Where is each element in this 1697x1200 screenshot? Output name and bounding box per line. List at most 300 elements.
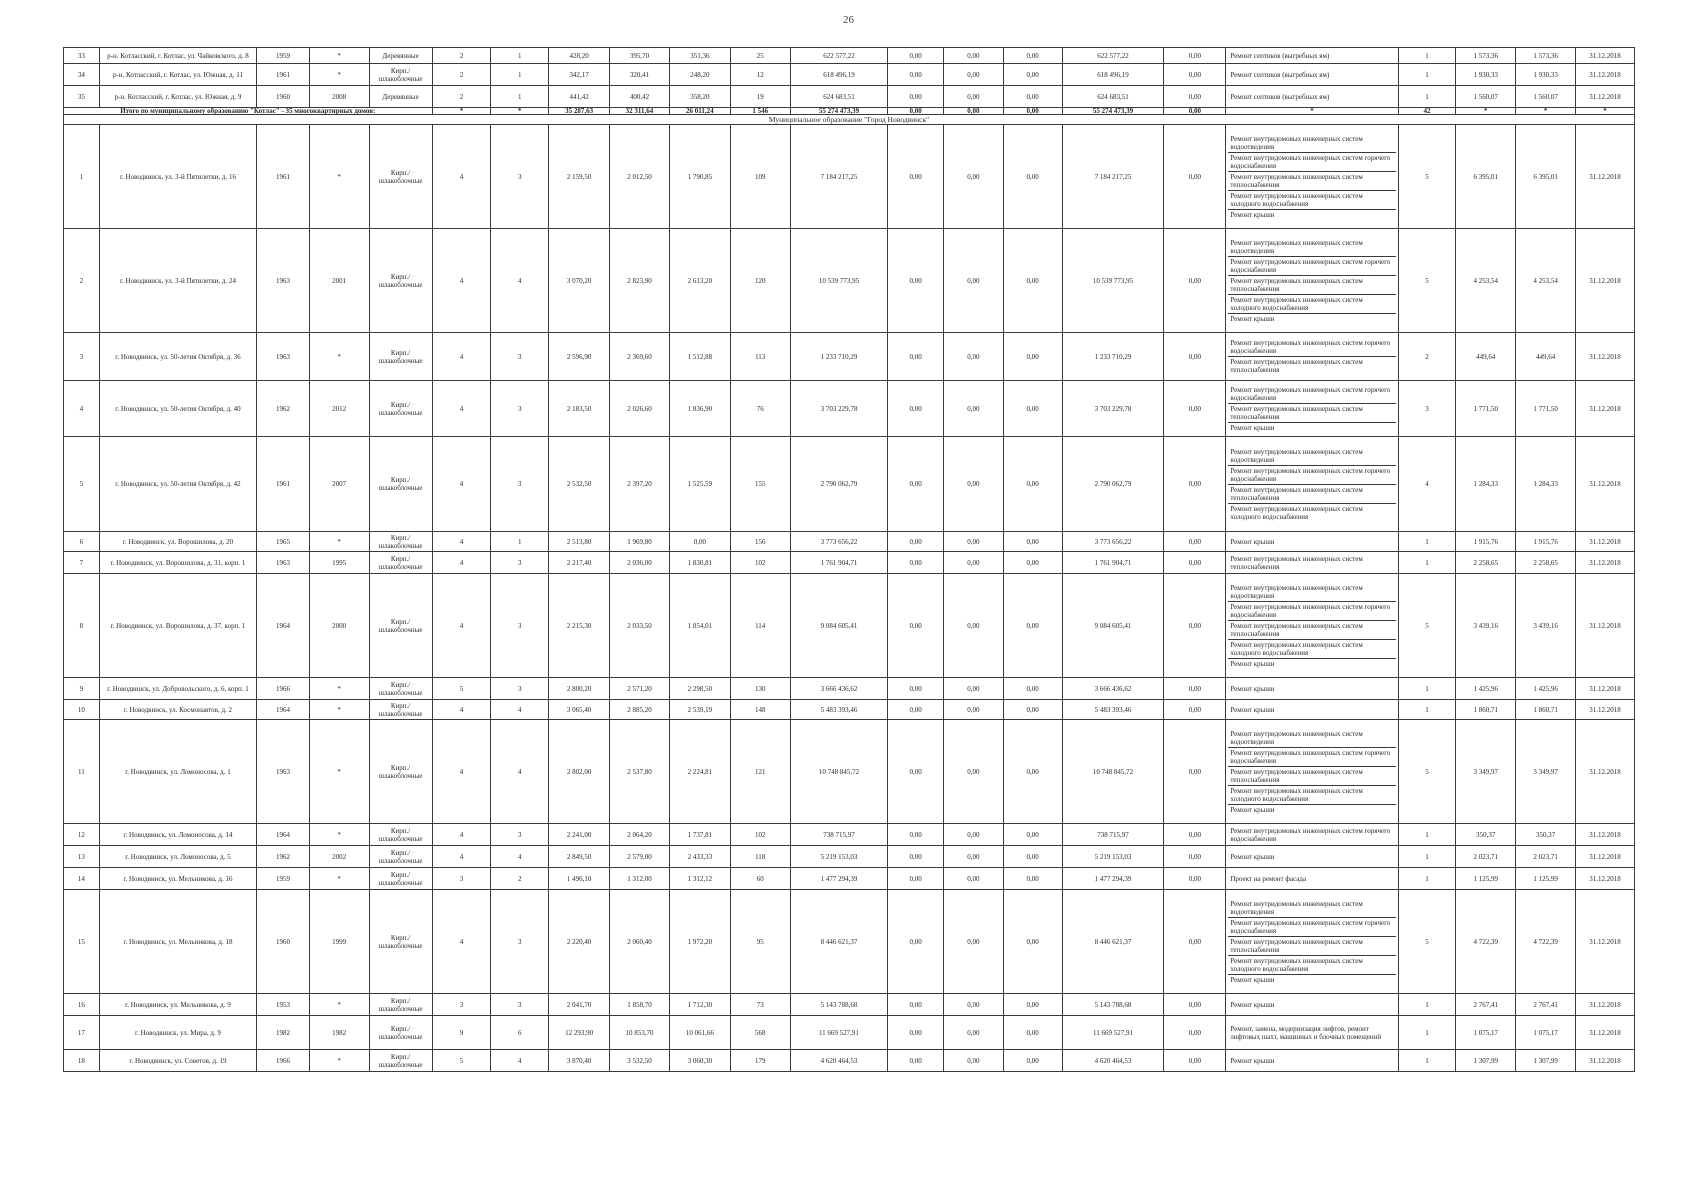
floors-cell: 3 <box>432 868 491 890</box>
owners-funds-cell: 5 143 788,68 <box>1062 994 1164 1016</box>
work-type-item: Ремонт септиков (выгребных ям) <box>1230 70 1330 79</box>
build-year-cell: 1961 <box>257 437 310 532</box>
owned-area-cell: 10 061,66 <box>669 1016 730 1050</box>
max-unit-cost-cell: 1 915,76 <box>1516 532 1576 552</box>
fund-cost-cell: 0,00 <box>888 229 944 333</box>
residents-cell: 113 <box>730 333 790 381</box>
work-types-cell <box>1226 720 1398 824</box>
completion-date-cell: 31.12.2018 <box>1576 1050 1635 1072</box>
living-area-cell: 10 853,70 <box>610 1016 670 1050</box>
max-unit-cost-cell: 1 930,33 <box>1516 64 1576 86</box>
floors-cell: 4 <box>432 824 491 846</box>
work-types-cell <box>1226 229 1398 333</box>
other-sources-cell: 0,00 <box>1164 994 1226 1016</box>
build-year-cell: 1962 <box>257 381 310 437</box>
build-year-cell: 1960 <box>257 890 310 994</box>
municipal-budget-cell: 0,00 <box>1003 700 1062 720</box>
wall-material-cell: Кирп./шлакоблочные <box>369 1016 432 1050</box>
regional-budget-cell: 0,00 <box>943 64 1003 86</box>
work-count-cell: 1 <box>1398 64 1456 86</box>
row-number-cell: 16 <box>64 994 100 1016</box>
row-number-cell: 34 <box>64 64 100 86</box>
total-s3-cell: 26 011,24 <box>669 108 730 115</box>
address-cell: г. Новодвинск, ул. Добровольского, д. 6, корп. 1 <box>99 678 257 700</box>
owners-funds-cell: 618 496,19 <box>1062 64 1164 86</box>
unit-cost-cell: 449,64 <box>1456 333 1516 381</box>
work-type-item: Ремонт внутридомовых инженерных систем холодного водоснабжения <box>1228 295 1395 314</box>
housing-repair-table <box>63 47 1635 1072</box>
table-row <box>64 381 1635 437</box>
owners-funds-cell: 1 761 904,71 <box>1062 552 1164 574</box>
residents-cell: 25 <box>730 48 790 64</box>
work-count-cell: 1 <box>1398 1016 1456 1050</box>
owners-funds-cell: 622 577,22 <box>1062 48 1164 64</box>
table-row <box>64 1050 1635 1072</box>
owned-area-cell: 1 512,88 <box>669 333 730 381</box>
regional-budget-cell: 0,00 <box>943 1050 1003 1072</box>
work-type-item: Ремонт внутридомовых инженерных систем холодного водоснабжения <box>1230 504 1363 521</box>
completion-date-cell: 31.12.2018 <box>1576 437 1635 532</box>
row-number-cell: 18 <box>64 1050 100 1072</box>
unit-cost-cell: 1 930,33 <box>1456 64 1516 86</box>
work-type-item: Ремонт крыши <box>1230 1000 1275 1009</box>
floors-cell: 4 <box>432 700 491 720</box>
row-number-cell: 13 <box>64 846 100 868</box>
row-number-cell: 33 <box>64 48 100 64</box>
completion-date-cell: 31.12.2018 <box>1576 64 1635 86</box>
unit-cost-cell: 2 258,65 <box>1456 552 1516 574</box>
floors-cell: 2 <box>432 86 491 108</box>
total-area-cell: 2 849,50 <box>549 846 610 868</box>
residents-cell: 73 <box>730 994 790 1016</box>
work-type-item: Ремонт внутридомовых инженерных систем теплоснабжения <box>1228 172 1395 191</box>
work-type-item: Ремонт внутридомовых инженерных систем горячего водоснабжения <box>1228 385 1395 404</box>
reconstruction-year-cell: 2007 <box>309 437 369 532</box>
regional-budget-cell: 0,00 <box>943 868 1003 890</box>
build-year-cell: 1964 <box>257 574 310 678</box>
total-area-cell: 3 065,40 <box>549 700 610 720</box>
build-year-cell: 1961 <box>257 64 310 86</box>
completion-date-cell: 31.12.2018 <box>1576 86 1635 108</box>
table-row <box>64 437 1635 532</box>
regional-budget-cell: 0,00 <box>943 678 1003 700</box>
work-count-cell: 5 <box>1398 125 1456 229</box>
floors-cell: 5 <box>432 678 491 700</box>
owners-funds-cell: 5 219 153,03 <box>1062 846 1164 868</box>
municipal-budget-cell: 0,00 <box>1003 48 1062 64</box>
repair-cost-cell: 10 539 773,95 <box>790 229 888 333</box>
completion-date-cell: 31.12.2018 <box>1576 552 1635 574</box>
completion-date-cell: 31.12.2018 <box>1576 994 1635 1016</box>
build-year-cell: 1961 <box>257 125 310 229</box>
build-year-cell: 1982 <box>257 1016 310 1050</box>
reconstruction-year-cell: * <box>309 678 369 700</box>
total-area-cell: 2 183,50 <box>549 381 610 437</box>
work-type-item: Ремонт внутридомовых инженерных систем теплоснабжения <box>1228 621 1395 640</box>
total-area-cell: 3 070,20 <box>549 229 610 333</box>
total-oth-cell: 0,00 <box>1164 108 1226 115</box>
entrances-cell: 3 <box>491 574 549 678</box>
work-type-item: Ремонт крыши <box>1230 805 1275 814</box>
other-sources-cell: 0,00 <box>1164 64 1226 86</box>
completion-date-cell: 31.12.2018 <box>1576 824 1635 846</box>
table-row <box>64 574 1635 678</box>
address-cell: г. Новодвинск, ул. Советов, д. 19 <box>99 1050 257 1072</box>
owners-funds-cell: 3 666 436,62 <box>1062 678 1164 700</box>
fund-cost-cell: 0,00 <box>888 1016 944 1050</box>
work-count-cell: 1 <box>1398 846 1456 868</box>
municipal-budget-cell: 0,00 <box>1003 125 1062 229</box>
regional-budget-cell: 0,00 <box>943 994 1003 1016</box>
total-area-cell: 2 220,40 <box>549 890 610 994</box>
owners-funds-cell: 3 773 656,22 <box>1062 532 1164 552</box>
repair-cost-cell: 2 790 062,79 <box>790 437 888 532</box>
work-types-cell <box>1226 64 1398 86</box>
floors-cell: 5 <box>432 1050 491 1072</box>
work-type-item: Ремонт крыши <box>1230 1056 1275 1065</box>
work-type-item: Ремонт септиков (выгребных ям) <box>1230 51 1330 60</box>
residents-cell: 120 <box>730 229 790 333</box>
unit-cost-cell: 2 767,41 <box>1456 994 1516 1016</box>
build-year-cell: 1963 <box>257 720 310 824</box>
address-cell: г. Новодвинск, ул. 3-й Пятилетки, д. 24 <box>99 229 257 333</box>
work-count-cell: 1 <box>1398 532 1456 552</box>
floors-cell: 2 <box>432 64 491 86</box>
unit-cost-cell: 1 125,99 <box>1456 868 1516 890</box>
work-types-cell <box>1226 846 1398 868</box>
entrances-cell: 6 <box>491 1016 549 1050</box>
completion-date-cell: 31.12.2018 <box>1576 125 1635 229</box>
wall-material-cell: Кирп./шлакоблочные <box>369 381 432 437</box>
work-count-cell: 1 <box>1398 994 1456 1016</box>
other-sources-cell: 0,00 <box>1164 868 1226 890</box>
municipality-total-row <box>64 108 1635 115</box>
entrances-cell: 1 <box>491 64 549 86</box>
regional-budget-cell: 0,00 <box>943 48 1003 64</box>
owners-funds-cell: 10 748 845,72 <box>1062 720 1164 824</box>
build-year-cell: 1963 <box>257 333 310 381</box>
floors-cell: 9 <box>432 1016 491 1050</box>
residents-cell: 102 <box>730 552 790 574</box>
owned-area-cell: 1 737,81 <box>669 824 730 846</box>
living-area-cell: 2 033,50 <box>610 574 670 678</box>
repair-cost-cell: 5 219 153,03 <box>790 846 888 868</box>
repair-cost-cell: 622 577,22 <box>790 48 888 64</box>
other-sources-cell: 0,00 <box>1164 574 1226 678</box>
municipal-budget-cell: 0,00 <box>1003 381 1062 437</box>
living-area-cell: 320,41 <box>610 64 670 86</box>
owned-area-cell: 1 836,90 <box>669 381 730 437</box>
wall-material-cell: Кирп./шлакоблочные <box>369 532 432 552</box>
regional-budget-cell: 0,00 <box>943 86 1003 108</box>
municipal-budget-cell: 0,00 <box>1003 86 1062 108</box>
max-unit-cost-cell: 3 439,16 <box>1516 574 1576 678</box>
build-year-cell: 1953 <box>257 994 310 1016</box>
table-row <box>64 846 1635 868</box>
table-row <box>64 824 1635 846</box>
row-number-cell: 3 <box>64 333 100 381</box>
total-area-cell: 342,17 <box>549 64 610 86</box>
total-area-cell: 441,42 <box>549 86 610 108</box>
owned-area-cell: 1 312,12 <box>669 868 730 890</box>
completion-date-cell: 31.12.2018 <box>1576 700 1635 720</box>
work-types-cell <box>1226 824 1398 846</box>
other-sources-cell: 0,00 <box>1164 846 1226 868</box>
address-cell: г. Новодвинск, ул. Космонавтов, д. 2 <box>99 700 257 720</box>
entrances-cell: 4 <box>491 846 549 868</box>
wall-material-cell: Кирп./шлакоблочные <box>369 678 432 700</box>
wall-material-cell: Кирп./шлакоблочные <box>369 437 432 532</box>
wall-material-cell: Деревянные <box>369 86 432 108</box>
unit-cost-cell: 3 439,16 <box>1456 574 1516 678</box>
residents-cell: 156 <box>730 532 790 552</box>
row-number-cell: 6 <box>64 532 100 552</box>
living-area-cell: 2 397,20 <box>610 437 670 532</box>
work-type-item: Ремонт крыши <box>1230 659 1275 668</box>
total-area-cell: 2 159,50 <box>549 125 610 229</box>
other-sources-cell: 0,00 <box>1164 229 1226 333</box>
table-row <box>64 48 1635 64</box>
work-type-item: Ремонт внутридомовых инженерных систем холодного водоснабжения <box>1228 640 1395 659</box>
max-unit-cost-cell: 2 258,65 <box>1516 552 1576 574</box>
total-area-cell: 1 496,10 <box>549 868 610 890</box>
section-header-row <box>64 115 1635 125</box>
repair-cost-cell: 3 666 436,62 <box>790 678 888 700</box>
living-area-cell: 400,42 <box>610 86 670 108</box>
build-year-cell: 1959 <box>257 868 310 890</box>
build-year-cell: 1963 <box>257 229 310 333</box>
total-works-cell: * <box>1226 108 1398 115</box>
owned-area-cell: 351,36 <box>669 48 730 64</box>
entrances-cell: 3 <box>491 333 549 381</box>
work-count-cell: 5 <box>1398 574 1456 678</box>
entrances-cell: 4 <box>491 720 549 824</box>
work-type-item: Ремонт внутридомовых инженерных систем горячего водоснабжения <box>1228 257 1395 276</box>
build-year-cell: 1966 <box>257 678 310 700</box>
residents-cell: 60 <box>730 868 790 890</box>
repair-cost-cell: 9 084 605,41 <box>790 574 888 678</box>
max-unit-cost-cell: 1 284,33 <box>1516 437 1576 532</box>
work-type-item: Ремонт крыши <box>1230 975 1275 984</box>
row-number-cell: 8 <box>64 574 100 678</box>
work-count-cell: 1 <box>1398 552 1456 574</box>
reconstruction-year-cell: * <box>309 824 369 846</box>
floors-cell: 4 <box>432 574 491 678</box>
work-count-cell: 1 <box>1398 48 1456 64</box>
completion-date-cell: 31.12.2018 <box>1576 574 1635 678</box>
municipal-budget-cell: 0,00 <box>1003 229 1062 333</box>
reconstruction-year-cell: 2001 <box>309 229 369 333</box>
row-number-cell: 5 <box>64 437 100 532</box>
residents-cell: 568 <box>730 1016 790 1050</box>
table-row <box>64 1016 1635 1050</box>
address-cell: г. Новодвинск, ул. 3-й Пятилетки, д. 16 <box>99 125 257 229</box>
work-types-cell <box>1226 678 1398 700</box>
other-sources-cell: 0,00 <box>1164 552 1226 574</box>
unit-cost-cell: 2 023,71 <box>1456 846 1516 868</box>
total-u1-cell: * <box>1456 108 1516 115</box>
work-type-item: Ремонт внутридомовых инженерных систем теплоснабжения <box>1230 358 1363 374</box>
entrances-cell: 4 <box>491 1050 549 1072</box>
repair-cost-cell: 738 715,97 <box>790 824 888 846</box>
row-number-cell: 15 <box>64 890 100 994</box>
floors-cell: 4 <box>432 552 491 574</box>
work-type-item: Ремонт внутридомовых инженерных систем водоотведения <box>1228 134 1395 153</box>
wall-material-cell: Деревянные <box>369 48 432 64</box>
entrances-cell: 3 <box>491 552 549 574</box>
wall-material-cell: Кирп./шлакоблочные <box>369 333 432 381</box>
wall-material-cell: Кирп./шлакоблочные <box>369 1050 432 1072</box>
wall-material-cell: Кирп./шлакоблочные <box>369 574 432 678</box>
municipal-budget-cell: 0,00 <box>1003 890 1062 994</box>
reconstruction-year-cell: 1982 <box>309 1016 369 1050</box>
residents-cell: 114 <box>730 574 790 678</box>
owners-funds-cell: 10 539 773,95 <box>1062 229 1164 333</box>
unit-cost-cell: 1 284,33 <box>1456 437 1516 532</box>
row-number-cell: 17 <box>64 1016 100 1050</box>
work-type-item: Ремонт внутридомовых инженерных систем теплоснабжения <box>1228 404 1395 423</box>
repair-cost-cell: 4 620 464,53 <box>790 1050 888 1072</box>
wall-material-cell: Кирп./шлакоблочные <box>369 994 432 1016</box>
owners-funds-cell: 738 715,97 <box>1062 824 1164 846</box>
build-year-cell: 1964 <box>257 824 310 846</box>
regional-budget-cell: 0,00 <box>943 700 1003 720</box>
table-row <box>64 890 1635 994</box>
work-types-cell <box>1226 890 1398 994</box>
max-unit-cost-cell: 4 722,39 <box>1516 890 1576 994</box>
row-number-cell: 35 <box>64 86 100 108</box>
total-res-cell: 1 546 <box>730 108 790 115</box>
residents-cell: 155 <box>730 437 790 532</box>
work-type-item: Ремонт крыши <box>1230 705 1275 714</box>
work-type-item: Ремонт внутридомовых инженерных систем теплоснабжения <box>1228 937 1395 956</box>
owners-funds-cell: 11 669 527,91 <box>1062 1016 1164 1050</box>
work-type-item: Ремонт внутридомовых инженерных систем водоотведения <box>1228 729 1395 748</box>
address-cell: г. Новодвинск, ул. Мира, д. 9 <box>99 1016 257 1050</box>
owned-area-cell: 2 539,19 <box>669 700 730 720</box>
reconstruction-year-cell: 1995 <box>309 552 369 574</box>
other-sources-cell: 0,00 <box>1164 700 1226 720</box>
owners-funds-cell: 4 620 464,53 <box>1062 1050 1164 1072</box>
completion-date-cell: 31.12.2018 <box>1576 868 1635 890</box>
regional-budget-cell: 0,00 <box>943 437 1003 532</box>
total-own-cell: 55 274 473,39 <box>1062 108 1164 115</box>
living-area-cell: 2 036,00 <box>610 552 670 574</box>
max-unit-cost-cell: 3 349,97 <box>1516 720 1576 824</box>
entrances-cell: 3 <box>491 678 549 700</box>
fund-cost-cell: 0,00 <box>888 48 944 64</box>
floors-cell: 4 <box>432 532 491 552</box>
entrances-cell: 1 <box>491 532 549 552</box>
total-area-cell: 2 513,80 <box>549 532 610 552</box>
unit-cost-cell: 350,37 <box>1456 824 1516 846</box>
total-area-cell: 2 802,00 <box>549 720 610 824</box>
work-types-cell <box>1226 994 1398 1016</box>
table-row <box>64 125 1635 229</box>
residents-cell: 121 <box>730 720 790 824</box>
repair-cost-cell: 618 496,19 <box>790 64 888 86</box>
build-year-cell: 1960 <box>257 86 310 108</box>
entrances-cell: 1 <box>491 86 549 108</box>
completion-date-cell: 31.12.2018 <box>1576 890 1635 994</box>
floors-cell: 4 <box>432 720 491 824</box>
fund-cost-cell: 0,00 <box>888 381 944 437</box>
regional-budget-cell: 0,00 <box>943 1016 1003 1050</box>
residents-cell: 179 <box>730 1050 790 1072</box>
regional-budget-cell: 0,00 <box>943 229 1003 333</box>
address-cell: г. Новодвинск, ул. Ломоносова, д. 14 <box>99 824 257 846</box>
work-type-item: Ремонт крыши <box>1230 210 1275 219</box>
work-type-item: Ремонт внутридомовых инженерных систем горячего водоснабжения <box>1228 602 1395 621</box>
wall-material-cell: Кирп./шлакоблочные <box>369 125 432 229</box>
completion-date-cell: 31.12.2018 <box>1576 678 1635 700</box>
row-number-cell: 11 <box>64 720 100 824</box>
max-unit-cost-cell: 1 307,99 <box>1516 1050 1576 1072</box>
repair-cost-cell: 10 748 845,72 <box>790 720 888 824</box>
address-cell: г. Новодвинск, ул. Ломоносова, д. 1 <box>99 720 257 824</box>
owned-area-cell: 2 433,33 <box>669 846 730 868</box>
work-type-item: Ремонт внутридомовых инженерных систем горячего водоснабжения <box>1228 918 1395 937</box>
regional-budget-cell: 0,00 <box>943 720 1003 824</box>
entrances-cell: 3 <box>491 381 549 437</box>
address-cell: р-н. Котласский, г. Котлас, ул. Южная, д. 9 <box>99 86 257 108</box>
other-sources-cell: 0,00 <box>1164 333 1226 381</box>
max-unit-cost-cell: 1 075,17 <box>1516 1016 1576 1050</box>
living-area-cell: 1 312,00 <box>610 868 670 890</box>
wall-material-cell: Кирп./шлакоблочные <box>369 846 432 868</box>
build-year-cell: 1964 <box>257 700 310 720</box>
total-label: Итого по муниципальному образованию "Котлас" - 35 многоквартирных домов: <box>64 108 433 115</box>
address-cell: г. Новодвинск, ул. Ворошилова, д. 20 <box>99 532 257 552</box>
address-cell: г. Новодвинск, ул. Ворошилова, д. 31, корп. 1 <box>99 552 257 574</box>
floors-cell: 4 <box>432 437 491 532</box>
reconstruction-year-cell: * <box>309 1050 369 1072</box>
residents-cell: 118 <box>730 846 790 868</box>
work-type-item: Ремонт крыши <box>1230 852 1275 861</box>
work-types-cell <box>1226 381 1398 437</box>
other-sources-cell: 0,00 <box>1164 86 1226 108</box>
work-type-item: Ремонт внутридомовых инженерных систем холодного водоснабжения <box>1228 786 1395 805</box>
municipal-budget-cell: 0,00 <box>1003 1016 1062 1050</box>
repair-cost-cell: 8 446 621,37 <box>790 890 888 994</box>
reconstruction-year-cell: * <box>309 994 369 1016</box>
page-number: 26 <box>843 14 854 26</box>
address-cell: г. Новодвинск, ул. 50-летия Октября, д. 36 <box>99 333 257 381</box>
other-sources-cell: 0,00 <box>1164 824 1226 846</box>
unit-cost-cell: 1 307,99 <box>1456 1050 1516 1072</box>
municipal-budget-cell: 0,00 <box>1003 532 1062 552</box>
owners-funds-cell: 1 233 710,29 <box>1062 333 1164 381</box>
municipal-budget-cell: 0,00 <box>1003 678 1062 700</box>
max-unit-cost-cell: 2 023,71 <box>1516 846 1576 868</box>
fund-cost-cell: 0,00 <box>888 824 944 846</box>
work-type-item: Ремонт внутридомовых инженерных систем теплоснабжения <box>1228 485 1395 504</box>
residents-cell: 148 <box>730 700 790 720</box>
residents-cell: 76 <box>730 381 790 437</box>
unit-cost-cell: 1 425,96 <box>1456 678 1516 700</box>
reconstruction-year-cell: 1999 <box>309 890 369 994</box>
reconstruction-year-cell: 2012 <box>309 381 369 437</box>
max-unit-cost-cell: 1 425,96 <box>1516 678 1576 700</box>
table-row <box>64 720 1635 824</box>
other-sources-cell: 0,00 <box>1164 48 1226 64</box>
work-type-item: Ремонт внутридомовых инженерных систем водоотведения <box>1228 447 1395 466</box>
owned-area-cell: 3 060,30 <box>669 1050 730 1072</box>
address-cell: г. Новодвинск, ул. Мельникова, д. 18 <box>99 890 257 994</box>
repair-cost-cell: 1 233 710,29 <box>790 333 888 381</box>
work-type-item: Ремонт крыши <box>1230 684 1275 693</box>
living-area-cell: 395,70 <box>610 48 670 64</box>
